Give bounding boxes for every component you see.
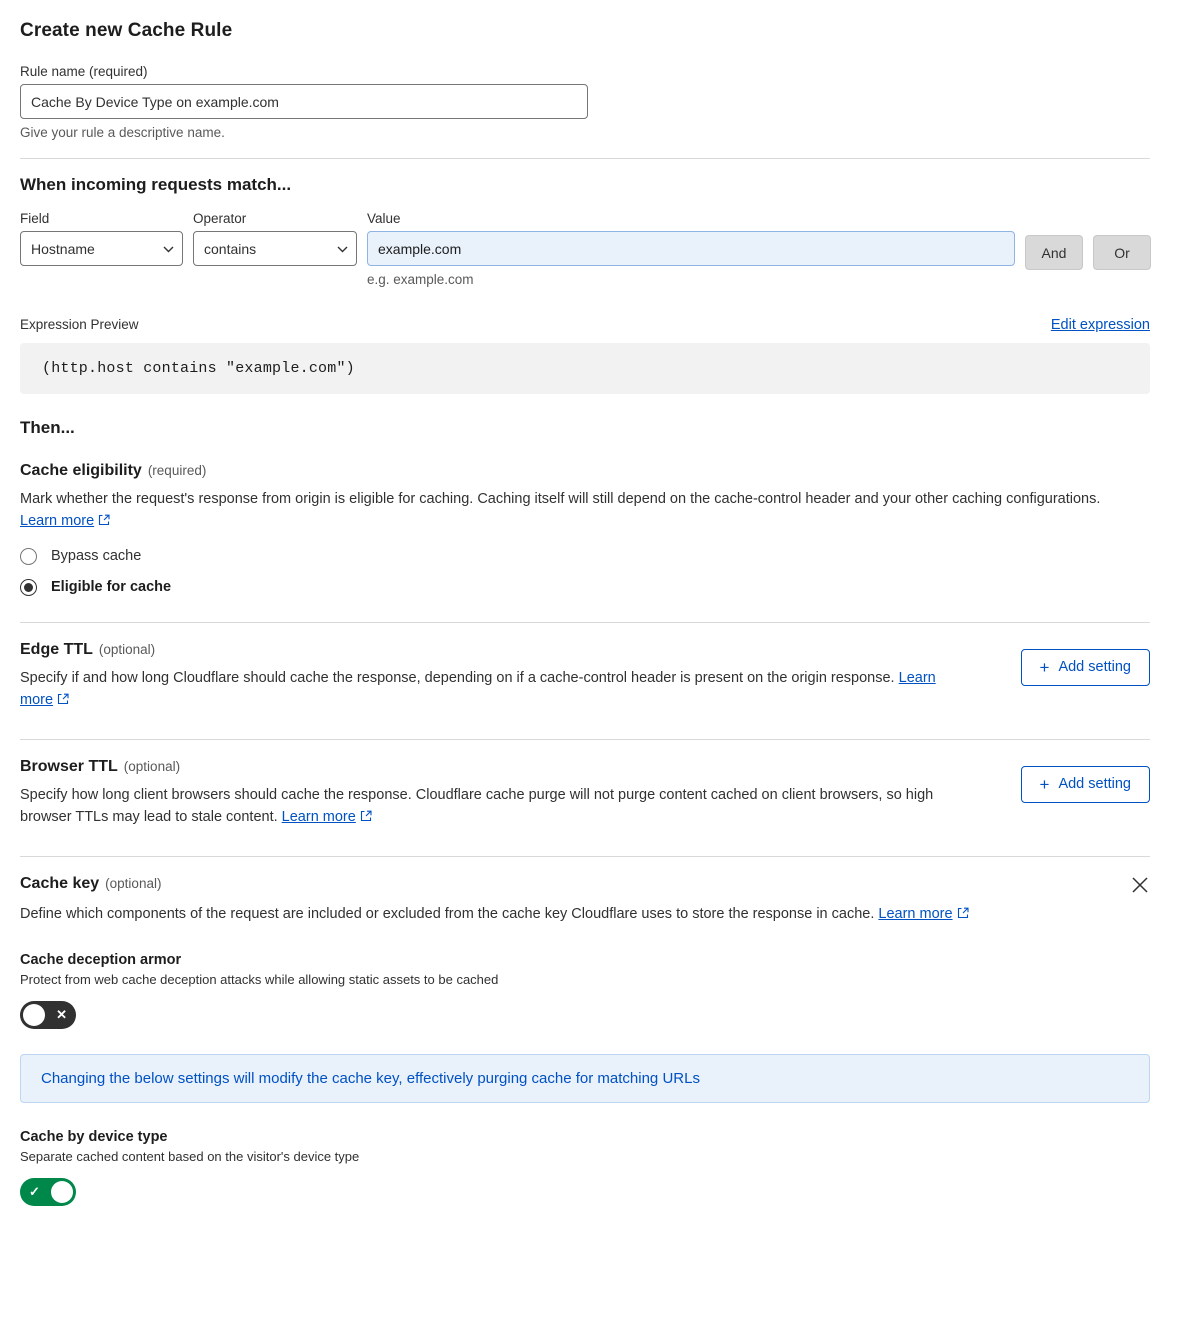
expression-label: Expression Preview bbox=[20, 317, 139, 332]
cache-by-device-type-title: Cache by device type bbox=[20, 1129, 168, 1146]
cache-by-device-type-group bbox=[20, 1129, 1150, 1211]
field-select[interactable] bbox=[20, 231, 183, 266]
radio-bypass-cache[interactable] bbox=[20, 548, 1150, 565]
then-heading: Then... bbox=[20, 418, 75, 437]
toggle-mark: ✕ bbox=[56, 1007, 67, 1023]
cache-eligibility-required: (required) bbox=[147, 463, 207, 478]
divider bbox=[20, 856, 1150, 857]
cache-deception-armor-toggle[interactable] bbox=[20, 1001, 76, 1029]
cache-key-warning-banner: Changing the below settings will modify the cache key, effectively purging cache for matching URLs bbox=[20, 1054, 1150, 1103]
edit-expression-link[interactable]: Edit expression bbox=[1050, 317, 1150, 333]
and-button[interactable]: And bbox=[1025, 235, 1083, 270]
external-link-icon bbox=[360, 807, 372, 829]
toggle-knob bbox=[23, 1004, 45, 1026]
radio-icon bbox=[20, 548, 37, 565]
cache-deception-armor-group bbox=[20, 952, 1150, 1034]
browser-ttl-title: Browser TTL bbox=[20, 757, 118, 775]
radio-label: Bypass cache bbox=[51, 548, 142, 565]
divider bbox=[20, 622, 1150, 623]
cache-deception-armor-description: Protect from web cache deception attacks while allowing static assets to be cached bbox=[20, 972, 499, 988]
radio-label: Eligible for cache bbox=[51, 579, 172, 596]
add-setting-label: Add setting bbox=[1058, 776, 1131, 793]
cache-key-optional: (optional) bbox=[105, 875, 162, 891]
cache-by-device-type-description: Separate cached content based on the visitor's device type bbox=[20, 1149, 360, 1165]
cache-deception-armor-title: Cache deception armor bbox=[20, 952, 182, 969]
value-label: Value bbox=[367, 211, 401, 226]
browser-ttl-optional: (optional) bbox=[123, 758, 181, 774]
edge-ttl-title: Edge TTL bbox=[20, 640, 93, 658]
cache-eligibility-section bbox=[20, 462, 1150, 596]
browser-ttl-section bbox=[20, 758, 1150, 830]
cache-key-description-text: Define which components of the request are included or excluded from the cache key Cloudflare uses to store the response in cache. bbox=[20, 905, 875, 922]
match-heading: When incoming requests match... bbox=[20, 175, 292, 194]
rule-name-label: Rule name (required) bbox=[20, 64, 148, 79]
logic-buttons bbox=[1025, 211, 1151, 270]
field-label: Field bbox=[20, 211, 50, 226]
cache-eligibility-description bbox=[20, 488, 1140, 534]
value-group bbox=[367, 211, 1015, 287]
operator-group bbox=[193, 211, 357, 266]
learn-more-link[interactable]: Learn more bbox=[20, 513, 95, 530]
value-helper: e.g. example.com bbox=[367, 272, 474, 287]
radio-icon-selected bbox=[20, 579, 37, 596]
edge-ttl-description bbox=[20, 667, 950, 713]
or-button[interactable]: Or bbox=[1093, 235, 1151, 270]
browser-ttl-description-text: Specify how long client browsers should cache the response. Cloudflare cache purge will not purge content cached on client browsers, so high browser TTLs may lead to stale content. bbox=[20, 786, 934, 826]
radio-eligible-for-cache[interactable] bbox=[20, 579, 1150, 596]
expression-text: (http.host contains "example.com") bbox=[20, 343, 1150, 394]
edge-ttl-add-setting-button[interactable] bbox=[1021, 649, 1151, 686]
rule-name-input[interactable] bbox=[20, 84, 588, 119]
external-link-icon bbox=[57, 690, 69, 712]
rule-name-helper: Give your rule a descriptive name. bbox=[20, 125, 225, 140]
cache-key-section bbox=[20, 875, 1150, 1211]
operator-select[interactable] bbox=[193, 231, 357, 266]
learn-more-link[interactable]: Learn more bbox=[20, 669, 936, 709]
edge-ttl-description-text: Specify if and how long Cloudflare should cache the response, depending on if a cache-control header is present on the origin response. bbox=[20, 669, 895, 686]
browser-ttl-add-setting-button[interactable] bbox=[1021, 766, 1151, 803]
operator-label: Operator bbox=[193, 211, 247, 226]
learn-more-link[interactable]: Learn more bbox=[281, 809, 356, 826]
cache-key-title: Cache key bbox=[20, 874, 100, 892]
browser-ttl-description bbox=[20, 784, 950, 830]
cache-eligibility-title: Cache eligibility bbox=[20, 462, 142, 479]
add-setting-label: Add setting bbox=[1058, 659, 1131, 676]
plus-icon: + bbox=[1039, 657, 1050, 677]
learn-more-link[interactable]: Learn more bbox=[878, 905, 953, 922]
cache-eligibility-description-text: Mark whether the request's response from origin is eligible for caching. Caching itself will still depend on the cache-control header and your other caching configurations. bbox=[20, 491, 1101, 507]
toggle-mark: ✓ bbox=[29, 1184, 40, 1200]
external-link-icon bbox=[98, 511, 110, 533]
match-row bbox=[20, 211, 1150, 287]
cache-by-device-type-toggle[interactable] bbox=[20, 1178, 76, 1206]
toggle-knob bbox=[51, 1181, 73, 1203]
external-link-icon bbox=[957, 904, 969, 926]
rule-name-section bbox=[20, 64, 1150, 140]
cache-key-description bbox=[20, 903, 1140, 926]
edge-ttl-optional: (optional) bbox=[98, 641, 156, 657]
field-group bbox=[20, 211, 183, 266]
plus-icon: + bbox=[1039, 774, 1050, 794]
expression-preview-section bbox=[20, 317, 1150, 394]
close-icon[interactable] bbox=[1130, 875, 1150, 895]
divider bbox=[20, 158, 1150, 159]
edge-ttl-section bbox=[20, 641, 1150, 713]
divider bbox=[20, 739, 1150, 740]
value-input[interactable] bbox=[367, 231, 1015, 266]
page-title: Create new Cache Rule bbox=[20, 20, 233, 41]
